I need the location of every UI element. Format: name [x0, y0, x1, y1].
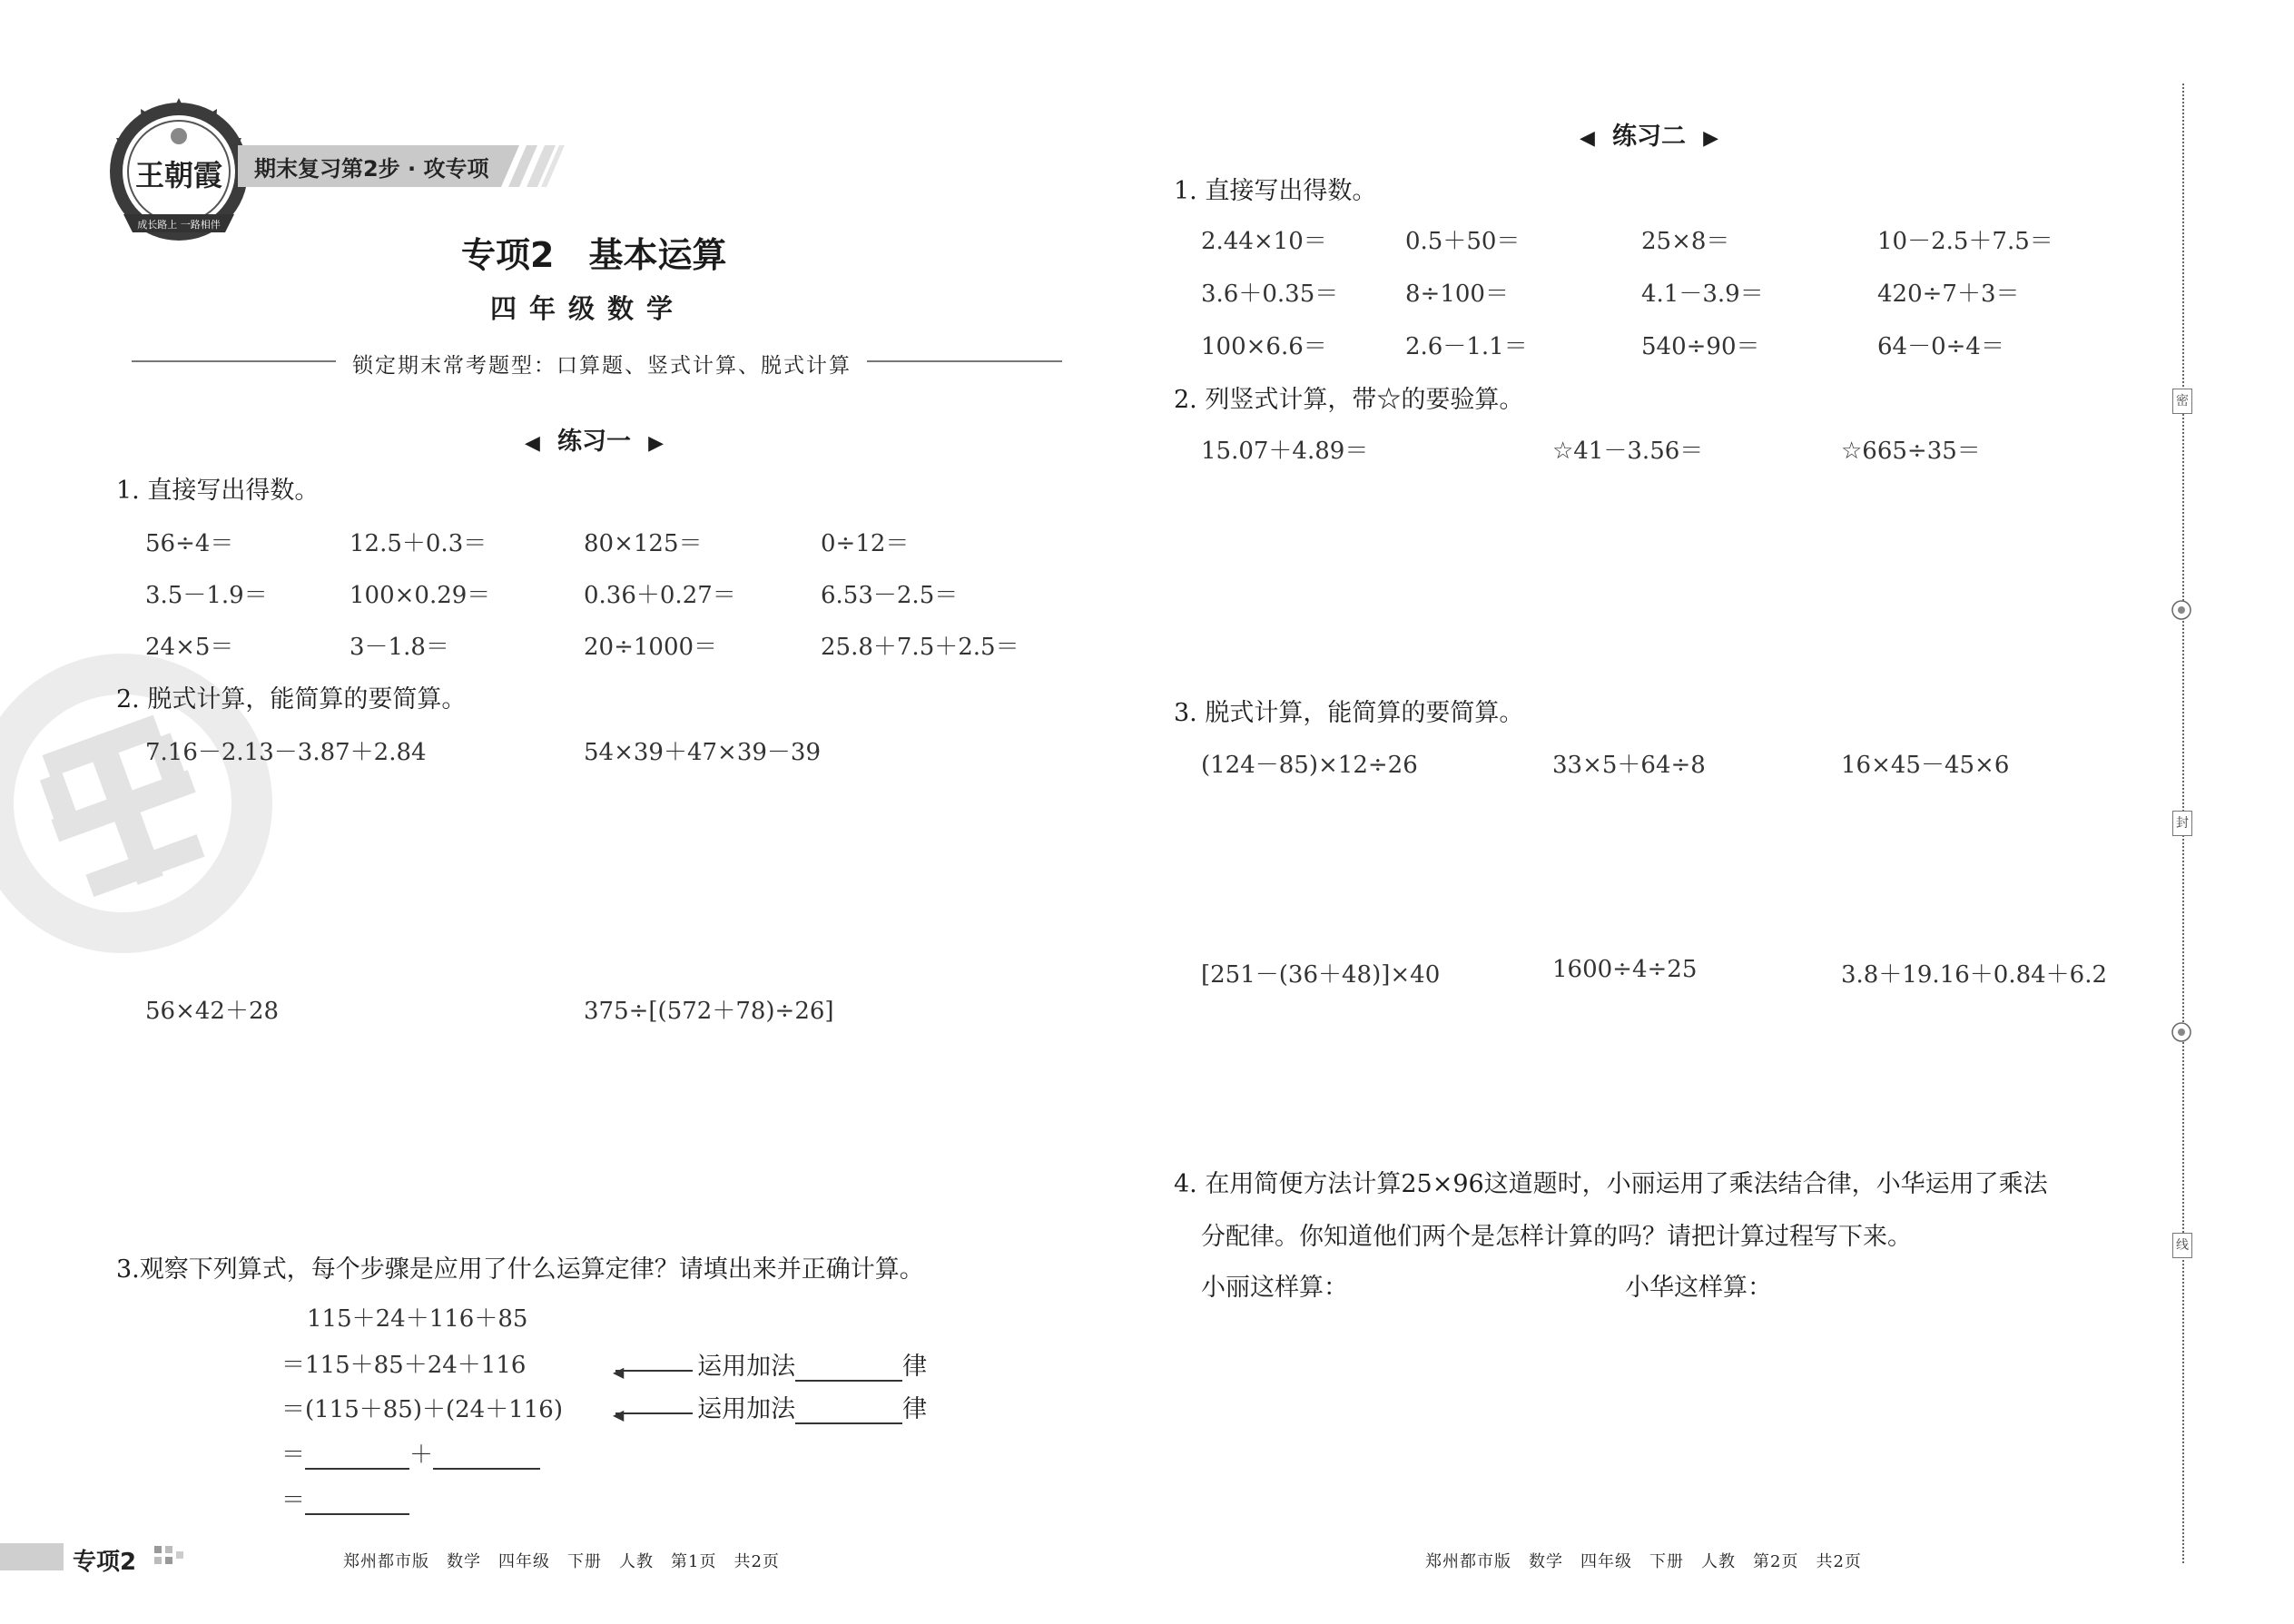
- ex1-q3-label: 3.观察下列算式，每个步骤是应用了什么运算定律？请填出来并正确计算。: [116, 1255, 924, 1284]
- ex1-q3-line5: [281, 1481, 409, 1515]
- binding-mark-mi: 密: [2172, 389, 2192, 414]
- ex1-q1-label: 1. 直接写出得数。: [116, 477, 320, 505]
- law-blank-1[interactable]: [795, 1356, 902, 1382]
- ex1-q1-item: 56÷4＝: [145, 530, 234, 557]
- ex2-q2-label: 2. 列竖式计算，带☆的要验算。: [1174, 386, 1524, 414]
- ex1-q1-item: 20÷1000＝: [584, 634, 718, 661]
- ex2-q2-item: ☆665÷35＝: [1841, 438, 1981, 465]
- ex1-q1-item: 3.5－1.9＝: [145, 582, 268, 609]
- law-blank-2[interactable]: [795, 1399, 902, 1424]
- binding-scissors-icon: [2171, 1021, 2192, 1043]
- ex1-q1-item: 12.5＋0.3＝: [350, 530, 487, 557]
- footer-dots-icon: [154, 1546, 185, 1570]
- ex2-q1-item: 10－2.5＋7.5＝: [1877, 228, 2053, 255]
- ex2-q1-item: 0.5＋50＝: [1405, 228, 1521, 255]
- answer-blank-c[interactable]: [305, 1490, 409, 1515]
- focus-divider-left: [132, 360, 336, 362]
- footer-tag-bar: [0, 1543, 64, 1570]
- ex2-q3-label: 3. 脱式计算，能简算的要简算。: [1174, 699, 1524, 727]
- ex1-q3-line1: 115＋24＋116＋85: [307, 1305, 528, 1333]
- xiaohua-label: 小华这样算：: [1625, 1274, 1772, 1302]
- ex1-q2-item: 375÷[(572＋78)÷26]: [584, 998, 834, 1025]
- ex1-q1-item: 0.36＋0.27＝: [584, 582, 736, 609]
- page-subtitle: 四年级数学: [490, 293, 686, 324]
- ex1-q2-item: 7.16－2.13－3.87＋2.84: [145, 739, 427, 766]
- ex1-q1-item: 100×0.29＝: [350, 582, 491, 609]
- exercise2-heading: [1580, 116, 1718, 152]
- logo-seal-icon: [105, 98, 252, 245]
- arrow-left-icon: ◀: [615, 1370, 693, 1372]
- ex1-q3-line2: ＝115＋85＋24＋116: [281, 1352, 527, 1379]
- ex2-q1-label: 1. 直接写出得数。: [1174, 177, 1377, 205]
- ex1-q1-item: 6.53－2.5＝: [821, 582, 959, 609]
- exercise1-label: 练习一: [557, 428, 632, 456]
- binding-mark-feng: 封: [2172, 811, 2192, 836]
- equals-sign: ＝: [281, 1487, 306, 1514]
- svg-text:成长路上 一路相伴: 成长路上 一路相伴: [137, 219, 221, 231]
- ex1-q2-item: 56×42＋28: [145, 998, 280, 1025]
- ex2-q3-item: 1600÷4÷25: [1552, 956, 1698, 983]
- ex1-q2-item: 54×39＋47×39－39: [584, 739, 821, 766]
- ex2-q1-item: 3.6＋0.35＝: [1201, 281, 1339, 308]
- ex2-q2-item: ☆41－3.56＝: [1552, 438, 1704, 465]
- ex2-q1-item: 8÷100＝: [1405, 281, 1509, 308]
- ex2-q3-item: (124－85)×12÷26: [1201, 752, 1418, 779]
- xiaoli-label: 小丽这样算：: [1201, 1274, 1348, 1302]
- exercise2-label: 练习二: [1612, 123, 1687, 151]
- step-note: [615, 1346, 927, 1382]
- footer-info: 郑州都市版 数学 四年级 下册 人教 第2页 共2页: [1425, 1552, 1862, 1571]
- ex1-q3-line4: [281, 1436, 540, 1470]
- page-title: 专项2 基本运算: [461, 235, 727, 275]
- triangle-left-icon: ◀: [525, 432, 540, 455]
- ex2-q3-item: 3.8＋19.16＋0.84＋6.2: [1841, 961, 2108, 989]
- ex1-q2-label: 2. 脱式计算，能简算的要简算。: [116, 685, 467, 714]
- ex1-q1-item: 25.8＋7.5＋2.5＝: [821, 634, 1019, 661]
- step-note-prefix: 运用加法: [697, 1395, 796, 1423]
- binding-mark-xian: 线: [2172, 1233, 2192, 1258]
- plus-sign: ＋: [409, 1442, 434, 1469]
- ex2-q4-line2: 分配律。你知道他们两个是怎样计算的吗？请把计算过程写下来。: [1201, 1223, 1912, 1251]
- header-ribbon: [238, 145, 565, 187]
- ex2-q1-item: 540÷90＝: [1641, 333, 1760, 360]
- equals-sign: ＝: [281, 1442, 306, 1469]
- footer-info: 郑州都市版 数学 四年级 下册 人教 第1页 共2页: [343, 1552, 780, 1571]
- ex2-q1-item: 64－0÷4＝: [1877, 333, 2004, 360]
- ex2-q1-item: 2.6－1.1＝: [1405, 333, 1528, 360]
- step-note-suffix: 律: [902, 1353, 928, 1381]
- footer-tag: 专项2: [73, 1549, 137, 1576]
- ex1-q1-item: 24×5＝: [145, 634, 234, 661]
- ex1-q3-line3: ＝(115＋85)＋(24＋116): [281, 1396, 563, 1423]
- publisher-logo: [105, 98, 252, 245]
- exercise1-heading: [525, 421, 664, 457]
- ex1-q1-item: 3－1.8＝: [350, 634, 449, 661]
- ex2-q4-line1: 4. 在用简便方法计算25×96这道题时，小丽运用了乘法结合律，小华运用了乘法: [1174, 1170, 2048, 1198]
- arrow-left-icon: ◀: [615, 1412, 693, 1414]
- section-badge-text: 期末复习第2步 · 攻专项: [254, 156, 489, 182]
- focus-line: 锁定期末常考题型：口算题、竖式计算、脱式计算: [352, 354, 852, 378]
- ex2-q1-item: 25×8＝: [1641, 228, 1730, 255]
- step-note-prefix: 运用加法: [697, 1353, 796, 1381]
- ex2-q1-item: 420÷7＋3＝: [1877, 281, 2020, 308]
- svg-text:王朝霞: 王朝霞: [134, 158, 223, 192]
- ex2-q1-item: 2.44×10＝: [1201, 228, 1327, 255]
- triangle-left-icon: ◀: [1580, 127, 1595, 150]
- binding-scissors-icon: [2171, 599, 2192, 621]
- answer-blank-a[interactable]: [305, 1444, 409, 1470]
- triangle-right-icon: ▶: [1703, 127, 1719, 150]
- ex2-q3-item: 33×5＋64÷8: [1552, 752, 1706, 779]
- ex1-q1-item: 80×125＝: [584, 530, 703, 557]
- triangle-right-icon: ▶: [648, 432, 665, 455]
- step-note: [615, 1389, 927, 1424]
- ex2-q1-item: 100×6.6＝: [1201, 333, 1327, 360]
- ex2-q3-item: 16×45－45×6: [1841, 752, 2010, 779]
- ex2-q1-item: 4.1－3.9＝: [1641, 281, 1764, 308]
- step-note-suffix: 律: [902, 1395, 928, 1423]
- ex2-q3-item: [251－(36＋48)]×40: [1201, 961, 1441, 989]
- ex1-q1-item: 0÷12＝: [821, 530, 910, 557]
- answer-blank-b[interactable]: [433, 1444, 540, 1470]
- ex2-q2-item: 15.07＋4.89＝: [1201, 438, 1369, 465]
- focus-divider-right: [867, 360, 1062, 362]
